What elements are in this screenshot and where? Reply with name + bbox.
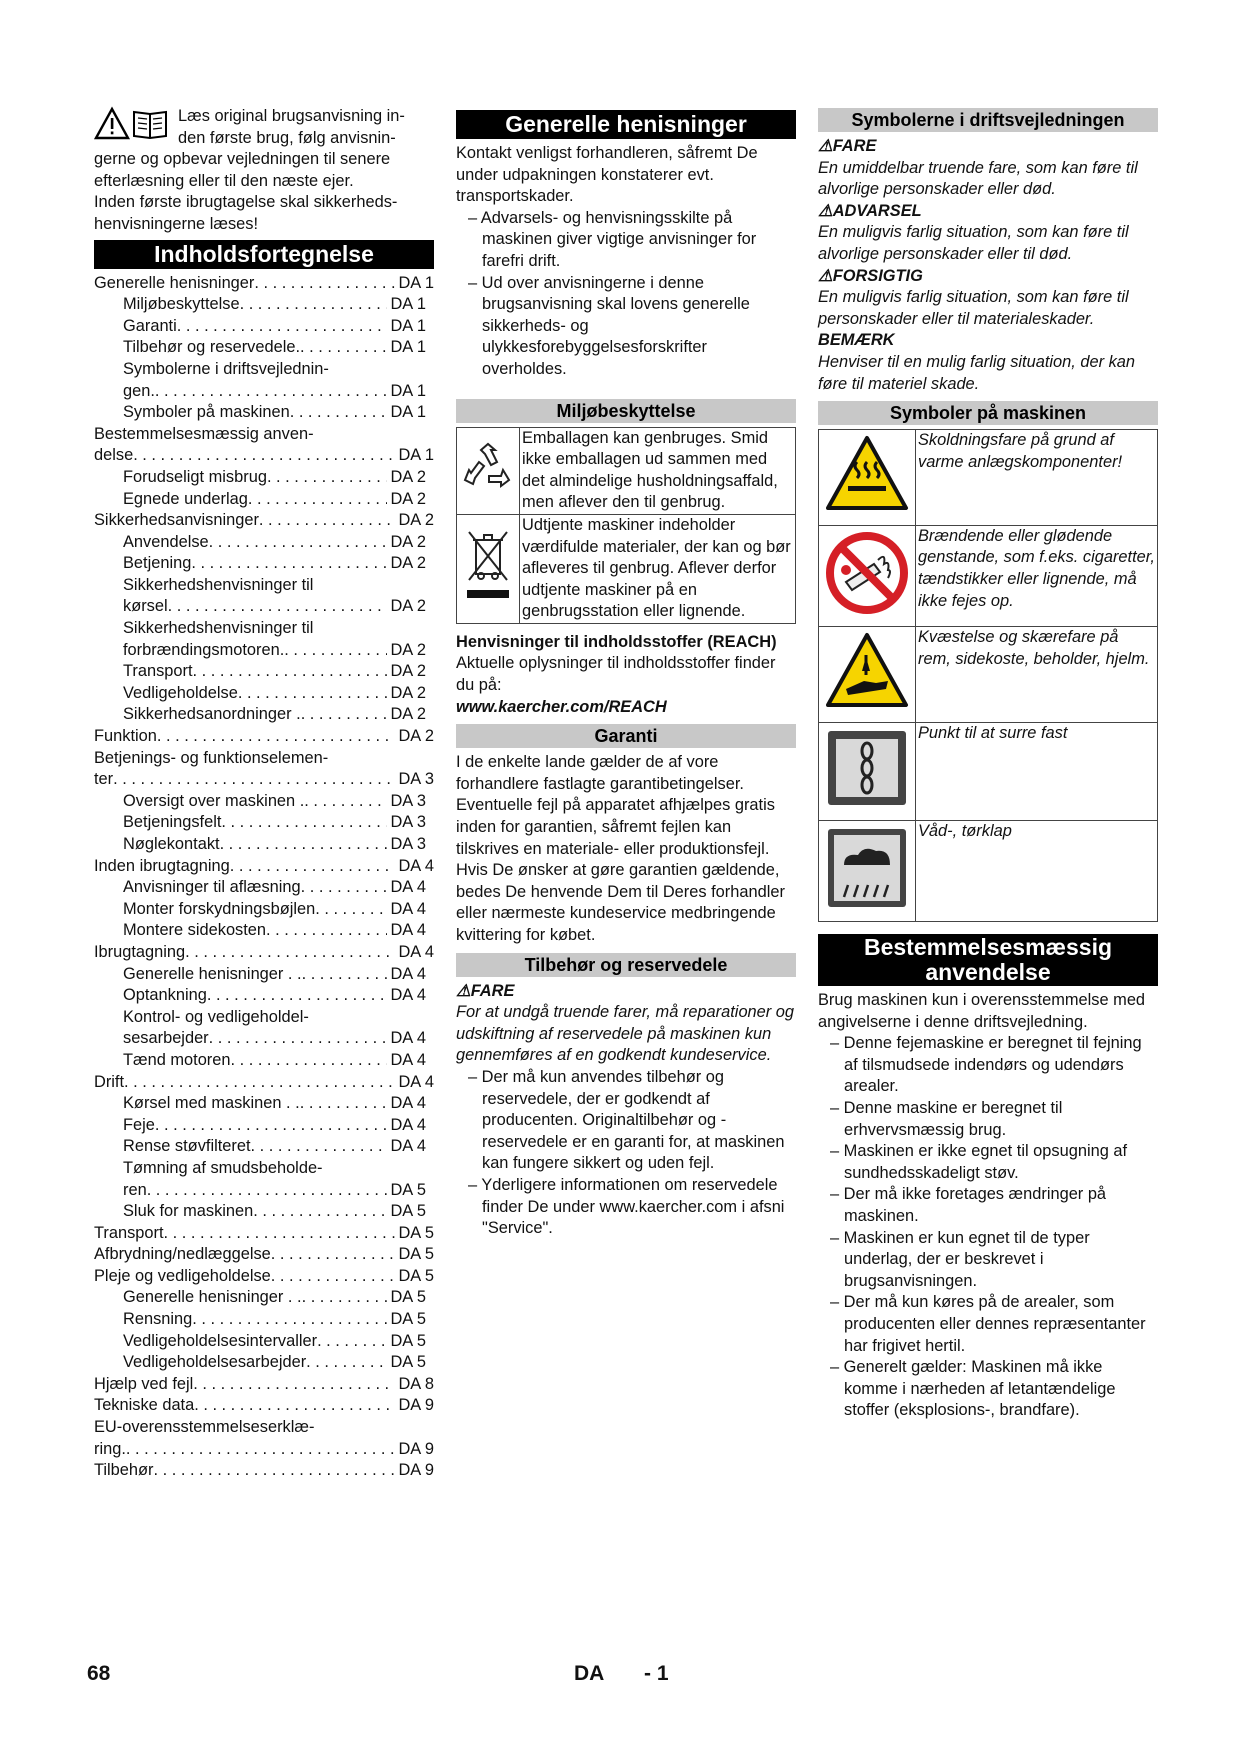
toc-leader-dots: [230, 856, 396, 878]
toc-entry[interactable]: [94, 1136, 434, 1158]
toc-entry-page: DA 4: [390, 899, 426, 918]
toc-entry[interactable]: [94, 640, 434, 662]
toc-entry[interactable]: Bestemmelsesmæssig anven-: [94, 424, 314, 443]
toc-entry-title: Sluk for maskinen: [123, 1202, 254, 1221]
general-bullet: – Ud over anvisningerne i denne brugsanvisning skal lovens generelle sikkerheds- og ulykkesforebyggelsesforskrifter overholdes.: [456, 273, 796, 381]
toc-entry[interactable]: [94, 316, 434, 338]
general-title: Generelle henisninger: [456, 110, 796, 139]
toc-leader-dots: [209, 532, 388, 554]
reach-title: Henvisninger til indholdsstoffer (REACH): [456, 632, 777, 651]
toc-entry-page: DA 5: [398, 1266, 434, 1285]
toc-entry-page: DA 2: [390, 662, 426, 681]
toc-entry[interactable]: [94, 856, 434, 878]
no-burning-objects-icon-cell: [819, 525, 916, 627]
toc-leader-dots: [231, 1050, 388, 1072]
toc-leader-dots: [177, 316, 388, 338]
toc-entry[interactable]: [94, 683, 434, 705]
toc-entry[interactable]: [94, 791, 434, 813]
toc-entry-title: Feje: [123, 1115, 155, 1134]
toc-entry-title: Optankning: [123, 986, 207, 1005]
table-of-contents: [94, 273, 434, 1482]
toc-entry-page: DA 4: [390, 986, 426, 1005]
warning-triangle-icon: ⚠: [818, 137, 833, 155]
toc-entry-page: DA 5: [390, 1288, 426, 1307]
toc-entry-page: DA 4: [390, 921, 426, 940]
toc-entry[interactable]: [94, 964, 434, 986]
toc-entry-page: DA 2: [390, 597, 426, 616]
toc-entry-title: Tekniske data: [94, 1396, 195, 1415]
toc-entry[interactable]: [94, 1093, 434, 1115]
toc-entry[interactable]: [94, 1223, 434, 1245]
intro-safety: Inden første ibrugtagelse skal sikkerheds-henvisningerne læses!: [94, 193, 398, 233]
toc-leader-dots: [267, 467, 388, 489]
footer-section-number: - 1: [644, 1662, 669, 1685]
column-right: [818, 106, 1158, 1422]
intro-line-2: den første brug, følg anvisnin-: [178, 128, 396, 147]
table-row: [457, 427, 796, 514]
toc-entry-page: DA 3: [390, 835, 426, 853]
toc-entry-title: Symboler på maskinen: [123, 403, 290, 422]
toc-entry-title: Ibrugtagning: [94, 942, 186, 961]
warning-triangle-icon: ⚠: [818, 201, 833, 220]
intended-use-bullet: – Der må kun køres på de arealer, som producenten eller dennes repræsentanter har frigivet hertil.: [818, 1292, 1158, 1357]
toc-entry-title: Generelle henisninger: [94, 273, 255, 292]
toc-leader-dots: [185, 942, 395, 964]
toc-entry[interactable]: [94, 1244, 434, 1266]
toc-leader-dots: [300, 1093, 388, 1115]
toc-entry-title: ter: [94, 770, 114, 789]
toc-entry[interactable]: [94, 273, 434, 295]
column-left: [94, 106, 434, 1482]
toc-leader-dots: [168, 596, 388, 618]
toc-entry-title: Betjening: [123, 554, 192, 573]
intro: [94, 106, 434, 236]
toc-entry-page: DA 5: [390, 1331, 426, 1350]
toc-entry-title: Tænd motoren: [123, 1050, 231, 1069]
toc-entry-page: DA 1: [398, 273, 434, 292]
toc-entry[interactable]: [94, 402, 434, 424]
machine-symbol-text: Brændende eller glødende genstande, som f.eks. cigaretter, tændstikker eller lignende, må ikke fejes op.: [916, 525, 1158, 627]
table-row: [819, 627, 1158, 723]
toc-entry[interactable]: [94, 1115, 434, 1137]
toc-entry-page: DA 4: [390, 1137, 426, 1156]
machine-symbol-text: Punkt til at surre fast: [916, 722, 1158, 820]
toc-leader-dots: [220, 834, 388, 856]
toc-entry-page: DA 8: [398, 1374, 434, 1393]
toc-leader-dots: [154, 1460, 396, 1482]
toc-title: Indholdsfortegnelse: [94, 240, 434, 269]
toc-entry-page: DA 1: [390, 403, 426, 422]
toc-entry-title: Tilbehør og reservedele.: [123, 338, 301, 357]
toc-entry-page: DA 1: [390, 316, 426, 335]
toc-leader-dots: [315, 899, 387, 921]
toc-leader-dots: [290, 402, 388, 424]
environment-text: Emballagen kan genbruges. Smid ikke emballagen ud sammen med det almindelige husholdningsaffald, men aflever den til genbrug.: [520, 427, 796, 514]
toc-leader-dots: [302, 1287, 388, 1309]
table-row: [819, 820, 1158, 922]
lashing-point-icon: [824, 727, 910, 809]
toc-entry-title: Funktion: [94, 727, 157, 746]
toc-entry-title: kørsel: [123, 597, 168, 616]
toc-entry[interactable]: [94, 920, 434, 942]
toc-leader-dots: [221, 812, 387, 834]
intended-use-bullet: – Maskinen er kun egnet til de typer underlag, der er beskrevet i brugsanvisningen.: [818, 1228, 1158, 1293]
toc-leader-dots: [147, 1180, 388, 1202]
toc-entry-title: Forudseligt misbrug: [123, 467, 267, 486]
toc-entry-page: DA 5: [390, 1353, 426, 1372]
toc-entry-page: DA 5: [398, 1245, 434, 1264]
table-row: [819, 722, 1158, 820]
toc-entry[interactable]: [94, 1331, 434, 1353]
toc-entry[interactable]: [94, 532, 434, 554]
toc-leader-dots: [155, 1115, 388, 1137]
intended-use-title: Bestemmelsesmæssig anvendelse: [818, 934, 1158, 986]
machine-symbol-text: Skoldningsfare på grund af varme anlægskomponenter!: [916, 430, 1158, 526]
toc-entry[interactable]: [94, 1028, 434, 1050]
toc-entry-title: Garanti: [123, 316, 177, 335]
toc-entry[interactable]: [94, 834, 434, 856]
toc-entry-title: Inden ibrugtagning: [94, 856, 230, 875]
symbols-manual-title: Symbolerne i driftsvejledningen: [818, 108, 1158, 132]
warranty-title: Garanti: [456, 724, 796, 748]
toc-leader-dots: [240, 294, 388, 316]
toc-entry-title: Anvisninger til aflæsning: [123, 878, 301, 897]
toc-entry-title: sesarbejder: [123, 1029, 209, 1048]
table-row: [819, 430, 1158, 526]
toc-entry-title: Transport: [94, 1223, 164, 1242]
toc-leader-dots: [271, 1266, 396, 1288]
wet-dry-filter-icon: [824, 825, 910, 911]
accessories-danger: [456, 981, 796, 1003]
toc-entry-title: Sikkerhedsanordninger .: [123, 705, 301, 724]
toc-leader-dots: [259, 510, 396, 532]
toc-leader-dots: [253, 1201, 387, 1223]
toc-entry[interactable]: Kontrol- og vedligeholdel-: [123, 1007, 309, 1026]
toc-entry-page: DA 9: [398, 1461, 434, 1480]
toc-entry-title: Generelle henisninger . .: [123, 1288, 302, 1307]
toc-entry-page: DA 3: [390, 813, 426, 832]
table-row: [819, 525, 1158, 627]
symbol-label: ⚠FORSIGTIG: [818, 266, 923, 285]
toc-entry-page: DA 2: [398, 727, 434, 746]
toc-entry[interactable]: [94, 1309, 434, 1331]
toc-entry-page: DA 5: [390, 1202, 426, 1221]
symbol-description: En muligvis farlig situation, som kan føre til personskader eller til materialeskader.: [818, 288, 1129, 328]
accessories-bullet: – Der må kun anvendes tilbehør og reservedele, der er godkendt af producenten. Originaltilbehør og -reservedele er en garanti for, at maskinen kan fungere sikkert og uden fejl.: [456, 1067, 796, 1175]
toc-entry-page: DA 4: [398, 1072, 434, 1091]
toc-entry[interactable]: [94, 489, 434, 511]
accessories-title: Tilbehør og reservedele: [456, 953, 796, 977]
toc-entry-page: DA 3: [390, 791, 426, 810]
toc-entry-page: DA 4: [390, 1094, 426, 1113]
toc-leader-dots: [207, 985, 388, 1007]
symbol-description: En umiddelbar truende fare, som kan føre til alvorlige personskader eller død.: [818, 158, 1138, 199]
toc-entry[interactable]: [94, 704, 434, 726]
toc-entry[interactable]: Betjenings- og funktionselemen-: [94, 748, 329, 767]
intended-use-text: Brug maskinen kun i overensstemmelse med angivelserne i denne driftsvejledning.: [818, 991, 1146, 1031]
table-row: [457, 514, 796, 623]
toc-entry-page: DA 5: [390, 1180, 426, 1199]
general-bullet: – Advarsels- og henvisningsskilte på maskinen giver vigtige anvisninger for farefri drift.: [456, 208, 796, 273]
toc-entry[interactable]: [94, 553, 434, 575]
danger-label: FARE: [470, 981, 515, 1000]
reach-text: Aktuelle oplysninger til indholdsstoffer finder du på:: [456, 654, 776, 695]
toc-entry[interactable]: [94, 1287, 434, 1309]
toc-entry-title: ren: [123, 1180, 147, 1199]
toc-leader-dots: [124, 1072, 395, 1094]
toc-entry[interactable]: [94, 1050, 434, 1072]
lashing-point-icon-cell: [819, 722, 916, 820]
toc-leader-dots: [126, 1439, 396, 1461]
toc-entry-title: delse: [94, 446, 134, 465]
recycle-icon-cell: [457, 427, 520, 514]
page-number: 68: [87, 1662, 111, 1685]
toc-leader-dots: [271, 1244, 396, 1266]
toc-entry[interactable]: [94, 812, 434, 834]
warning-triangle-icon: ⚠: [818, 266, 833, 285]
toc-entry-page: DA 5: [390, 1310, 426, 1329]
toc-entry-title: Pleje og vedligeholdelse: [94, 1266, 271, 1285]
toc-entry-page: DA 3: [398, 770, 434, 789]
toc-entry-title: Rense støvfilteret: [123, 1137, 251, 1156]
intended-use-bullet: – Denne maskine er beregnet til erhvervsmæssig brug.: [818, 1098, 1158, 1141]
toc-entry[interactable]: [94, 877, 434, 899]
toc-entry[interactable]: [94, 1374, 434, 1396]
warning-triangle-icon: ⚠: [456, 981, 471, 1000]
environment-table: [456, 427, 796, 624]
toc-leader-dots: [191, 553, 387, 575]
toc-entry-page: DA 2: [390, 532, 426, 551]
toc-leader-dots: [238, 683, 388, 705]
toc-leader-dots: [192, 1309, 387, 1331]
toc-entry-page: DA 5: [398, 1223, 434, 1242]
toc-leader-dots: [301, 704, 388, 726]
toc-entry-title: Vedligeholdelsesintervaller: [123, 1331, 318, 1350]
toc-entry-page: DA 4: [390, 1029, 426, 1048]
toc-entry[interactable]: [94, 1201, 434, 1223]
crossed-bin-icon: [461, 526, 515, 606]
toc-entry[interactable]: [94, 661, 434, 683]
weee-icon-cell: [457, 514, 520, 623]
toc-entry[interactable]: EU-overensstemmelseserklæ-: [94, 1418, 315, 1437]
warning-manual-icon: [94, 106, 174, 142]
toc-entry-page: DA 4: [390, 964, 426, 983]
toc-leader-dots: [301, 877, 388, 899]
environment-text: Udtjente maskiner indeholder værdifulde materialer, der kan og bør afleveres til genbrug. Aflever derfor udtjente maskiner på en genbrugsstation eller lignende.: [520, 514, 796, 623]
toc-entry[interactable]: [94, 899, 434, 921]
toc-entry[interactable]: [94, 1352, 434, 1374]
symbol-label: BEMÆRK: [818, 331, 895, 350]
toc-entry-title: Transport: [123, 662, 193, 681]
hand-crush-icon-cell: [819, 627, 916, 723]
toc-leader-dots: [113, 769, 395, 791]
toc-entry-title: Anvendelse: [123, 532, 209, 551]
toc-leader-dots: [317, 1331, 387, 1353]
intro-line-1: Læs original brugsanvisning in-: [178, 107, 405, 125]
toc-entry-page: DA 9: [398, 1439, 434, 1458]
toc-entry-title: Vedligeholdelse: [123, 683, 238, 702]
symbol-description: Henviser til en mulig farlig situation, der kan føre til materiel skade.: [818, 352, 1136, 393]
toc-leader-dots: [133, 445, 395, 467]
toc-leader-dots: [193, 1374, 395, 1396]
toc-entry[interactable]: [94, 1460, 434, 1482]
toc-entry-page: DA 2: [390, 489, 426, 508]
intended-use-bullet: – Denne fejemaskine er beregnet til fejning af tilsmudsede indendørs og udendørs arealer.: [818, 1033, 1158, 1098]
toc-entry-page: DA 2: [390, 683, 426, 702]
toc-entry-page: DA 1: [390, 381, 426, 400]
toc-leader-dots: [155, 381, 388, 403]
toc-entry[interactable]: Sikkerhedshenvisninger til: [123, 575, 314, 594]
machine-symbol-text: Kvæstelse og skærefare på rem, sidekoste, beholder, hjelm.: [916, 627, 1158, 723]
toc-leader-dots: [266, 920, 387, 942]
toc-entry-title: Generelle henisninger . .: [123, 964, 302, 983]
intended-use-bullets: [818, 1033, 1158, 1422]
toc-entry[interactable]: [94, 1072, 434, 1094]
toc-entry-title: Egnede underlag: [123, 489, 248, 508]
recycle-icon: [461, 440, 515, 494]
footer-lang: DA: [574, 1662, 605, 1685]
toc-leader-dots: [254, 273, 395, 295]
toc-entry-title: ring.: [94, 1439, 126, 1458]
intended-use-bullet: – Der må ikke foretages ændringer på maskinen.: [818, 1184, 1158, 1227]
toc-leader-dots: [209, 1028, 388, 1050]
toc-entry[interactable]: [94, 337, 434, 359]
toc-entry-title: Oversigt over maskinen .: [123, 791, 305, 810]
toc-entry-page: DA 1: [390, 338, 426, 357]
toc-leader-dots: [300, 337, 387, 359]
toc-entry-title: forbrændingsmotoren.: [123, 640, 285, 659]
toc-leader-dots: [193, 661, 388, 683]
toc-entry-page: DA 4: [398, 856, 434, 875]
general-text: Kontakt venligst forhandleren, såfremt De under udpakningen konstaterer evt. transportskader.: [456, 144, 758, 206]
toc-leader-dots: [251, 1136, 388, 1158]
machine-symbols-table: [818, 429, 1158, 922]
toc-entry[interactable]: Sikkerhedshenvisninger til: [123, 619, 314, 638]
toc-entry-page: DA 2: [390, 640, 426, 659]
intro-text: gerne og opbevar vejledningen til senere efterlæsning eller til den næste ejer.: [94, 150, 391, 190]
hot-surface-icon-cell: [819, 430, 916, 526]
toc-entry[interactable]: Symbolerne i driftsvejlednin-: [123, 359, 329, 378]
toc-entry-title: Montere sidekosten: [123, 921, 267, 940]
toc-leader-dots: [306, 1352, 387, 1374]
toc-entry-title: gen.: [123, 381, 155, 400]
toc-entry-page: DA 1: [398, 446, 434, 465]
toc-entry-title: Tilbehør: [94, 1461, 154, 1480]
symbol-description: En muligvis farlig situation, som kan føre til alvorlige personskader eller til død.: [818, 223, 1129, 263]
toc-entry-page: DA 9: [398, 1396, 434, 1415]
toc-entry[interactable]: [94, 1439, 434, 1461]
accessories-bullet: – Yderligere informationen om reservedele finder De under www.kaercher.com i afsni "Service".: [456, 1175, 796, 1240]
toc-entry[interactable]: [94, 1180, 434, 1202]
toc-entry[interactable]: [94, 1395, 434, 1417]
symbols-manual-list: [818, 136, 1158, 395]
accessories-danger-text: For at undgå truende farer, må reparationer og udskiftning af reservedele på maskinen kun gennemføres af en godkendt kundeservice.: [456, 1003, 795, 1065]
toc-entry[interactable]: [94, 726, 434, 748]
toc-leader-dots: [157, 726, 396, 748]
toc-entry-title: Hjælp ved fejl: [94, 1374, 194, 1393]
toc-entry-title: Rensning: [123, 1310, 193, 1329]
toc-entry-page: DA 4: [398, 942, 434, 961]
machine-symbol-text: Våd-, tørklap: [916, 820, 1158, 922]
toc-entry-page: DA 2: [398, 511, 434, 530]
toc-entry-title: Kørsel med maskinen . .: [123, 1094, 300, 1113]
hot-surface-icon: [824, 434, 910, 514]
toc-leader-dots: [194, 1395, 395, 1417]
toc-entry[interactable]: [94, 510, 434, 532]
toc-entry-page: DA 4: [390, 1115, 426, 1134]
toc-entry[interactable]: Tømning af smudsbeholde-: [123, 1158, 323, 1177]
toc-entry[interactable]: [94, 596, 434, 618]
intended-use-bullet: – Generelt gælder: Maskinen må ikke komme i nærheden af letantændelige stoffer (eksplosions-, brandfare).: [818, 1357, 1158, 1422]
toc-entry-page: DA 2: [390, 554, 426, 573]
toc-entry[interactable]: [94, 769, 434, 791]
no-burning-objects-icon: [824, 530, 910, 616]
toc-entry-title: Betjeningsfelt: [123, 813, 222, 832]
warranty-text: I de enkelte lande gælder de af vore forhandlere fastlagte garantibetingelser. Eventuelle fejl på apparatet afhjælpes gratis inden for garantien, såfremt fejlen kan tilskrives en materiale- eller produktionsfejl. Hvis De ønsker at gøre garantien gældende, bedes De henvende Dem til Deres forhandler eller nærmeste kundeservice medbringende kvittering for købet.: [456, 753, 785, 944]
toc-entry[interactable]: [94, 942, 434, 964]
toc-leader-dots: [302, 964, 388, 986]
toc-leader-dots: [248, 489, 388, 511]
toc-entry[interactable]: [94, 381, 434, 403]
column-middle: [456, 106, 796, 1240]
intended-use-bullet: – Maskinen er ikke egnet til opsugning af sundhedsskadeligt støv.: [818, 1141, 1158, 1184]
toc-entry[interactable]: [94, 445, 434, 467]
toc-entry-title: Vedligeholdelsesarbejder: [123, 1353, 307, 1372]
toc-entry-title: Drift: [94, 1072, 125, 1091]
toc-leader-dots: [284, 640, 387, 662]
toc-entry-title: Sikkerhedsanvisninger: [94, 511, 259, 530]
toc-entry-title: Nøglekontakt: [123, 835, 220, 853]
toc-entry[interactable]: [94, 985, 434, 1007]
toc-entry[interactable]: [94, 1266, 434, 1288]
symbol-label: ⚠FARE: [818, 137, 877, 155]
toc-entry[interactable]: [94, 467, 434, 489]
intro-icons: [94, 106, 174, 142]
reach-url[interactable]: www.kaercher.com/REACH: [456, 697, 667, 716]
toc-entry-page: DA 1: [390, 295, 426, 314]
toc-leader-dots: [304, 791, 387, 813]
environment-title: Miljøbeskyttelse: [456, 399, 796, 423]
toc-entry-title: Miljøbeskyttelse: [123, 295, 240, 314]
toc-entry-page: DA 2: [390, 467, 426, 486]
hand-crush-icon: [824, 631, 910, 711]
toc-entry-page: DA 4: [390, 1050, 426, 1069]
toc-entry-title: Monter forskydningsbøjlen: [123, 899, 316, 918]
wet-dry-filter-icon-cell: [819, 820, 916, 922]
toc-entry-page: DA 2: [390, 705, 426, 724]
symbol-label: ⚠ADVARSEL: [818, 201, 922, 220]
toc-entry-title: Afbrydning/nedlæggelse: [94, 1245, 271, 1264]
toc-leader-dots: [164, 1223, 396, 1245]
toc-entry-page: DA 4: [390, 878, 426, 897]
symbols-machine-title: Symboler på maskinen: [818, 401, 1158, 425]
toc-entry[interactable]: [94, 294, 434, 316]
